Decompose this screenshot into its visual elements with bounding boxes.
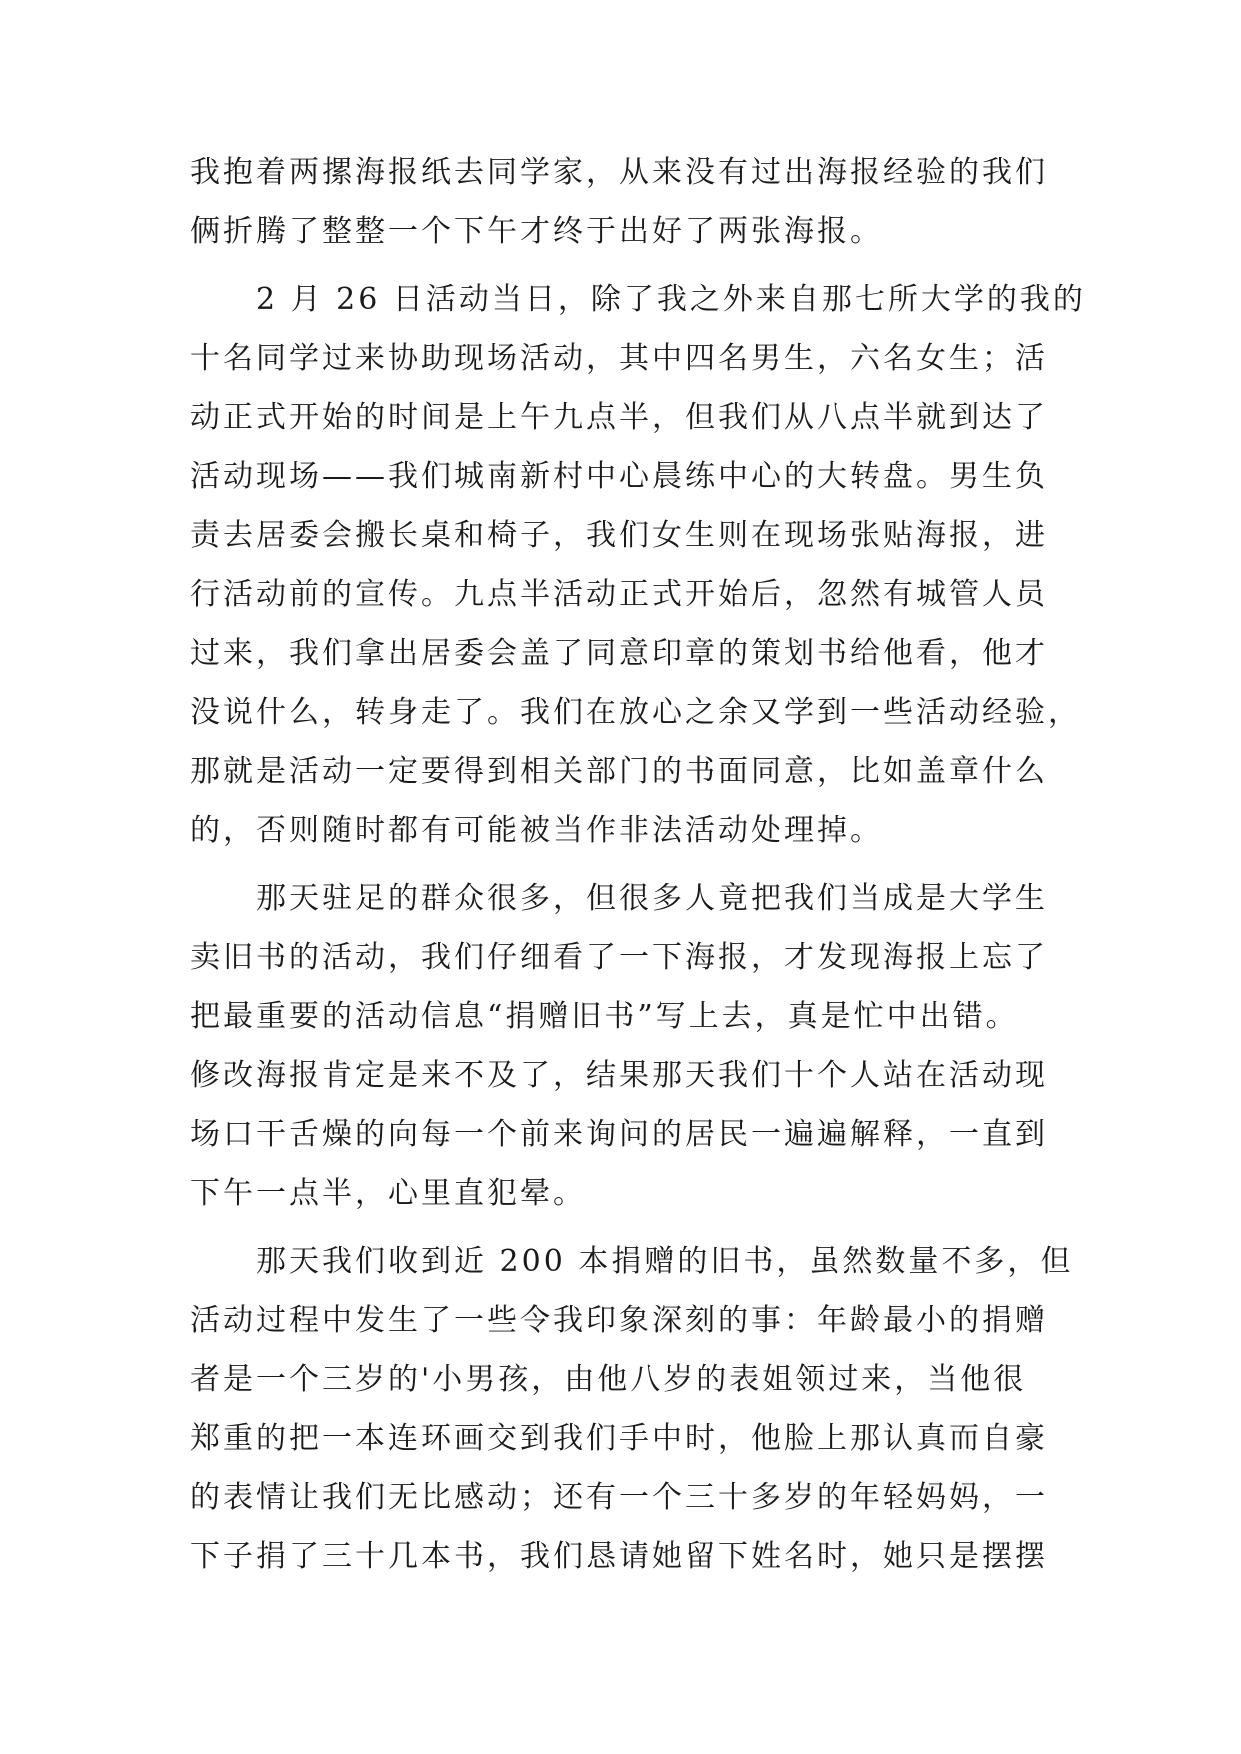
text-line: 那天我们收到近 200 本捐赠的旧书，虽然数量不多，但: [190, 1244, 1074, 1279]
text-line: 过来，我们拿出居委会盖了同意印章的策划书给他看，他才: [190, 636, 1048, 671]
text-line: 下午一点半，心里直犯晕。: [190, 1176, 586, 1211]
paragraph: [190, 282, 1086, 848]
text-line: 没说什么，转身走了。我们在放心之余又学到一些活动经验，: [190, 695, 1081, 730]
text-line: 我抱着两摞海报纸去同学家，从来没有过出海报经验的我们: [190, 155, 1048, 190]
text-line: 修改海报肯定是来不及了，结果那天我们十个人站在活动现: [190, 1058, 1048, 1093]
text-line: 下子捐了三十几本书，我们恳请她留下姓名时，她只是摆摆: [190, 1539, 1048, 1574]
text-line: 的，否则随时都有可能被当作非法活动处理掉。: [190, 813, 883, 848]
text-line: 郑重的把一本连环画交到我们手中时，他脸上那认真而自豪: [190, 1421, 1048, 1456]
text-line: 行活动前的宣传。九点半活动正式开始后，忽然有城管人员: [190, 577, 1048, 612]
text-line: 者是一个三岁的'小男孩，由他八岁的表姐领过来，当他很: [190, 1362, 1027, 1397]
text-line: 活动现场——我们城南新村中心晨练中心的大转盘。男生负: [190, 459, 1048, 494]
text-line: 俩折腾了整整一个下午才终于出好了两张海报。: [190, 214, 883, 249]
text-line: 的表情让我们无比感动；还有一个三十多岁的年轻妈妈，一: [190, 1480, 1048, 1515]
paragraph: [190, 155, 1070, 249]
text-line: 那天驻足的群众很多，但很多人竟把我们当成是大学生: [190, 881, 1048, 916]
document-body: [190, 155, 1086, 1574]
text-line: 活动过程中发生了一些令我印象深刻的事：年龄最小的捐赠: [190, 1303, 1048, 1338]
text-line: 十名同学过来协助现场活动，其中四名男生，六名女生；活: [190, 341, 1048, 376]
text-line: 那就是活动一定要得到相关部门的书面同意，比如盖章什么: [190, 754, 1048, 789]
text-line: 动正式开始的时间是上午九点半，但我们从八点半就到达了: [190, 400, 1048, 435]
text-line: 2 月 26 日活动当日，除了我之外来自那七所大学的我的: [190, 282, 1086, 317]
paragraph: [190, 881, 1070, 1211]
text-line: 场口干舌燥的向每一个前来询问的居民一遍遍解释，一直到: [190, 1117, 1048, 1152]
text-line: 把最重要的活动信息“捐赠旧书”写上去，真是忙中出错。: [190, 999, 1019, 1034]
paragraph: [190, 1244, 1074, 1574]
text-line: 卖旧书的活动，我们仔细看了一下海报，才发现海报上忘了: [190, 940, 1048, 975]
text-line: 责去居委会搬长桌和椅子，我们女生则在现场张贴海报，进: [190, 518, 1048, 553]
